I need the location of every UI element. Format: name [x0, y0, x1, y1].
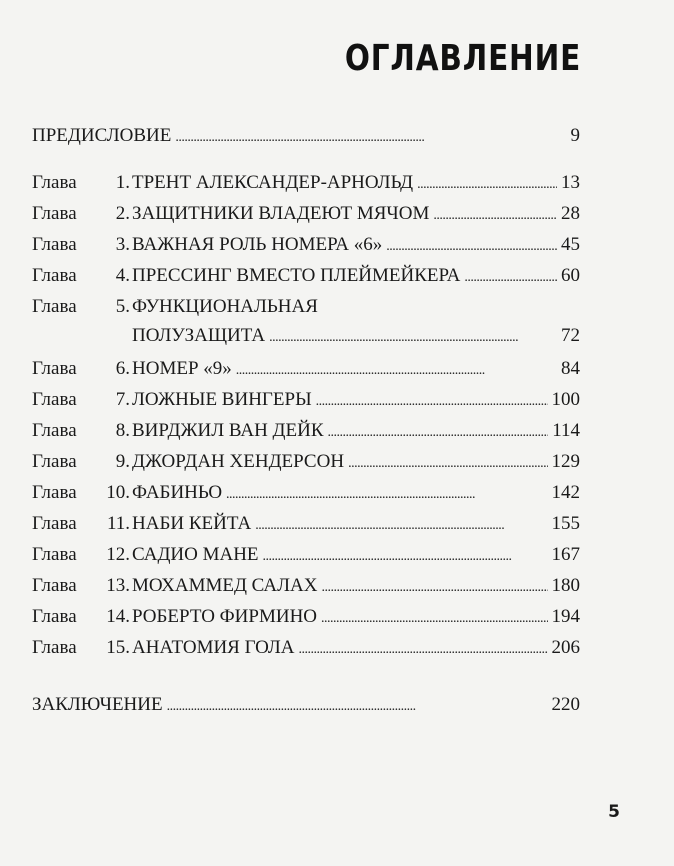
toc-entry-chapter-15	[32, 636, 580, 662]
toc-entry-page: 167	[551, 544, 580, 565]
dot-leader	[269, 326, 557, 350]
toc-entry-title: НАБИ КЕЙТА	[132, 513, 252, 534]
chapter-label: Глава	[32, 265, 77, 286]
toc-entry-page: 142	[551, 482, 580, 503]
dot-leader	[417, 173, 557, 197]
chapter-number: 9.	[115, 451, 130, 472]
toc-entry-title: МОХАММЕД САЛАХ	[132, 575, 318, 596]
chapter-number: 4.	[115, 265, 130, 286]
toc-entry-page: 60	[561, 265, 580, 286]
toc-entry-title: ЗАЩИТНИКИ ВЛАДЕЮТ МЯЧОМ	[132, 203, 430, 224]
dot-leader	[433, 204, 557, 228]
chapter-label: Глава	[32, 575, 77, 596]
toc-entry-title: НОМЕР «9»	[132, 358, 232, 379]
chapter-label: Глава	[32, 637, 77, 658]
toc-entry-page: 180	[551, 575, 580, 596]
dot-leader	[348, 452, 547, 476]
page-title: ОГЛАВЛЕНИЕ	[344, 38, 581, 79]
dot-leader	[226, 483, 547, 507]
toc-entry-title: ПРЕДИСЛОВИЕ	[32, 125, 172, 146]
toc-entry-page: 220	[551, 694, 580, 715]
dot-leader	[464, 266, 557, 290]
toc-entry-title: ФУНКЦИОНАЛЬНАЯ	[132, 296, 318, 317]
toc-entry-page: 129	[551, 451, 580, 472]
chapter-label: Глава	[32, 389, 77, 410]
toc-entry-title: ТРЕНТ АЛЕКСАНДЕР-АРНОЛЬД	[132, 172, 414, 193]
chapter-label: Глава	[32, 172, 77, 193]
dot-leader	[321, 607, 547, 631]
toc-entry-chapter-1	[32, 171, 580, 197]
toc-entry-chapter-12	[32, 543, 580, 569]
chapter-number: 7.	[115, 389, 130, 410]
toc-entry-page: 28	[561, 203, 580, 224]
chapter-number: 1.	[115, 172, 130, 193]
chapter-label: Глава	[32, 420, 77, 441]
chapter-number: 12.	[106, 544, 130, 565]
chapter-number: 14.	[106, 606, 130, 627]
toc-entry-page: 45	[561, 234, 580, 255]
chapter-label: Глава	[32, 296, 77, 317]
toc-entry-page: 194	[551, 606, 580, 627]
toc-entry-preface	[32, 124, 580, 150]
toc-entry-chapter-10	[32, 481, 580, 507]
chapter-label: Глава	[32, 513, 77, 534]
toc-entry-page: 84	[561, 358, 580, 379]
chapter-label: Глава	[32, 358, 77, 379]
chapter-number: 2.	[115, 203, 130, 224]
dot-leader	[167, 695, 548, 719]
dot-leader	[328, 421, 549, 445]
toc-entry-page: 9	[570, 125, 580, 146]
toc-entry-page: 13	[561, 172, 580, 193]
page-number: 5	[608, 802, 620, 822]
chapter-label: Глава	[32, 451, 77, 472]
toc-entry-chapter-6	[32, 357, 580, 383]
toc-entry-chapter-9	[32, 450, 580, 476]
toc-entry-page: 72	[561, 325, 580, 346]
toc-entry-title: ФАБИНЬО	[132, 482, 223, 503]
chapter-number: 15.	[106, 637, 130, 658]
toc-entry-title: РОБЕРТО ФИРМИНО	[132, 606, 318, 627]
dot-leader	[386, 235, 557, 259]
toc-entry-chapter-4	[32, 264, 580, 290]
toc-entry-chapter-3	[32, 233, 580, 259]
toc-entry-page: 155	[551, 513, 580, 534]
toc-entry-chapter-11	[32, 512, 580, 538]
chapter-number: 10.	[106, 482, 130, 503]
toc-entry-chapter-5	[32, 295, 580, 319]
chapter-number: 3.	[115, 234, 130, 255]
toc-entry-title: ЗАКЛЮЧЕНИЕ	[32, 694, 163, 715]
toc-entry-chapter-13	[32, 574, 580, 600]
chapter-number: 8.	[115, 420, 130, 441]
toc-entry-chapter-5-cont	[32, 324, 580, 350]
chapter-label: Глава	[32, 203, 77, 224]
toc-entry-page: 206	[551, 637, 580, 658]
toc-entry-chapter-8	[32, 419, 580, 445]
toc-entry-chapter-7	[32, 388, 580, 414]
toc-entry-page: 114	[552, 420, 580, 441]
chapter-label: Глава	[32, 234, 77, 255]
toc-entry-title: САДИО МАНЕ	[132, 544, 259, 565]
toc-entry-title: ДЖОРДАН ХЕНДЕРСОН	[132, 451, 345, 472]
toc-entry-conclusion	[32, 693, 580, 719]
toc-entry-page: 100	[551, 389, 580, 410]
chapter-label: Глава	[32, 606, 77, 627]
toc-entry-title: ЛОЖНЫЕ ВИНГЕРЫ	[132, 389, 312, 410]
chapter-number: 13.	[106, 575, 130, 596]
chapter-label: Глава	[32, 544, 77, 565]
toc-entry-title: ВИРДЖИЛ ВАН ДЕЙК	[132, 420, 324, 441]
dot-leader	[316, 390, 548, 414]
dot-leader	[255, 514, 547, 538]
toc-entry-title: АНАТОМИЯ ГОЛА	[132, 637, 295, 658]
dot-leader	[321, 576, 547, 600]
chapter-label: Глава	[32, 482, 77, 503]
chapter-number: 6.	[115, 358, 130, 379]
dot-leader	[175, 126, 566, 150]
dot-leader	[236, 359, 557, 383]
toc-entry-chapter-14	[32, 605, 580, 631]
toc-entry-title-continued: ПОЛУЗАЩИТА	[132, 325, 266, 346]
toc-entry-title: ПРЕССИНГ ВМЕСТО ПЛЕЙМЕЙКЕРА	[132, 265, 461, 286]
dot-leader	[263, 545, 548, 569]
chapter-number: 5.	[115, 296, 130, 317]
toc-entry-chapter-2	[32, 202, 580, 228]
toc-entry-title: ВАЖНАЯ РОЛЬ НОМЕРА «6»	[132, 234, 383, 255]
chapter-number: 11.	[106, 513, 130, 534]
dot-leader	[299, 638, 548, 662]
